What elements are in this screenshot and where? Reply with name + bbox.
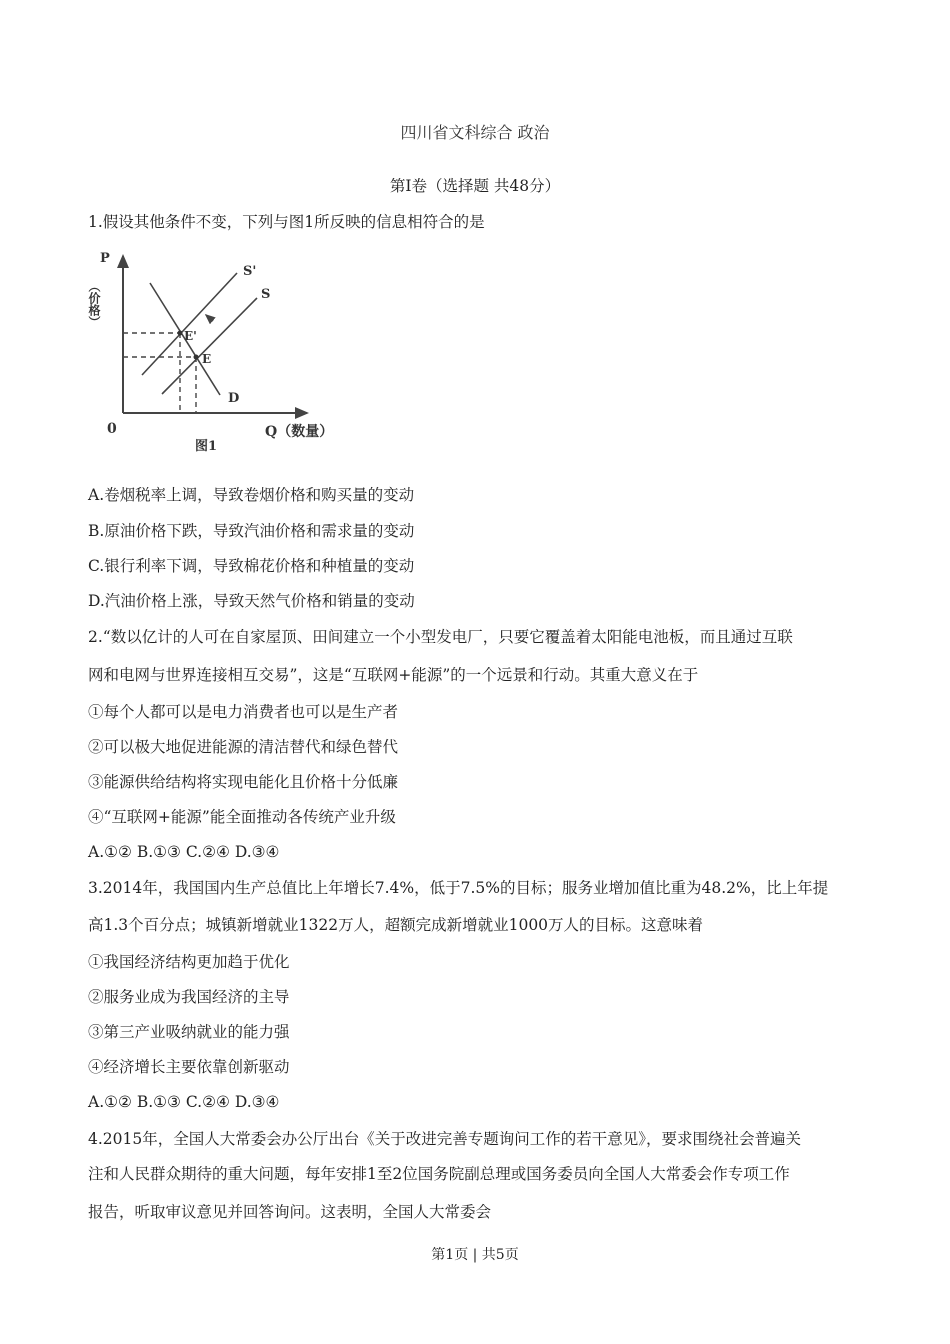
option-d: D.汽油价格上涨，导致天然气价格和销量的变动	[88, 592, 415, 610]
question-3-stem-line2: 高1.3个百分点；城镇新增就业1322万人，超额完成新增就业1000万人的目标。这意味着	[88, 916, 704, 934]
curve-s-prime	[142, 273, 237, 375]
label-e: E	[202, 352, 212, 366]
q3-choices: A.①② B.①③ C.②④ D.③④	[88, 1093, 280, 1111]
label-e-prime: E'	[184, 329, 197, 343]
q2-item-3: ③能源供给结构将实现电能化且价格十分低廉	[88, 773, 399, 791]
q3-item-2: ②服务业成为我国经济的主导	[88, 988, 290, 1006]
option-c: C.银行利率下调，导致棉花价格和种植量的变动	[88, 557, 415, 575]
question-4-stem-line1: 4.2015年，全国人大常委会办公厅出台《关于改进完善专题询问工作的若干意见》，要求围绕社会普遍关	[88, 1130, 801, 1148]
question-2-stem-line2: 网和电网与世界连接相互交易”，这是“互联网+能源”的一个远景和行动。其重大意义在于	[88, 666, 699, 684]
q2-item-4: ④“互联网+能源”能全面推动各传统产业升级	[88, 808, 396, 826]
q3-item-1: ①我国经济结构更加趋于优化	[88, 953, 290, 971]
figure-caption: 图1	[195, 439, 218, 454]
question-4-stem-line3: 报告，听取审议意见并回答询问。这表明，全国人大常委会	[88, 1203, 492, 1221]
point-e-prime	[178, 331, 183, 336]
y-axis-sublabel: （价格）	[87, 280, 101, 328]
supply-demand-figure	[80, 240, 360, 460]
shift-arrow-icon	[206, 315, 213, 321]
x-axis-label: Q（数量）	[265, 424, 334, 440]
question-2-stem-line1: 2.“数以亿计的人可在自家屋顶、田间建立一个小型发电厂，只要它覆盖着太阳能电池板，而且通过互联	[88, 628, 793, 646]
q3-item-4: ④经济增长主要依靠创新驱动	[88, 1058, 290, 1076]
question-1-stem: 1.假设其他条件不变，下列与图1所反映的信息相符合的是	[88, 213, 485, 231]
point-e	[194, 355, 199, 360]
page-footer: 第1页 | 共5页	[431, 1247, 519, 1263]
y-axis-label: P	[100, 251, 110, 266]
section-heading: 第Ⅰ卷（选择题 共48分）	[389, 177, 561, 195]
q2-item-2: ②可以极大地促进能源的清洁替代和绿色替代	[88, 738, 399, 756]
page-title: 四川省文科综合 政治	[400, 123, 550, 142]
equilibrium-guides	[123, 333, 196, 413]
option-a: A.卷烟税率上调，导致卷烟价格和购买量的变动	[88, 486, 415, 504]
question-3-stem-line1: 3.2014年，我国国内生产总值比上年增长7.4%，低于7.5%的目标；服务业增加值比重为48.2%，比上年提	[88, 879, 829, 897]
question-4-stem-line2: 注和人民群众期待的重大问题，每年安排1至2位国务院副总理或国务委员向全国人大常委会作专项工作	[88, 1165, 790, 1183]
label-d: D	[228, 391, 240, 406]
q2-choices: A.①② B.①③ C.②④ D.③④	[88, 843, 280, 861]
label-s-prime: S'	[243, 264, 257, 279]
option-b: B.原油价格下跌，导致汽油价格和需求量的变动	[88, 522, 415, 540]
q3-item-3: ③第三产业吸纳就业的能力强	[88, 1023, 290, 1041]
origin-label: 0	[107, 421, 117, 437]
q2-item-1: ①每个人都可以是电力消费者也可以是生产者	[88, 703, 399, 721]
label-s: S	[261, 287, 271, 302]
